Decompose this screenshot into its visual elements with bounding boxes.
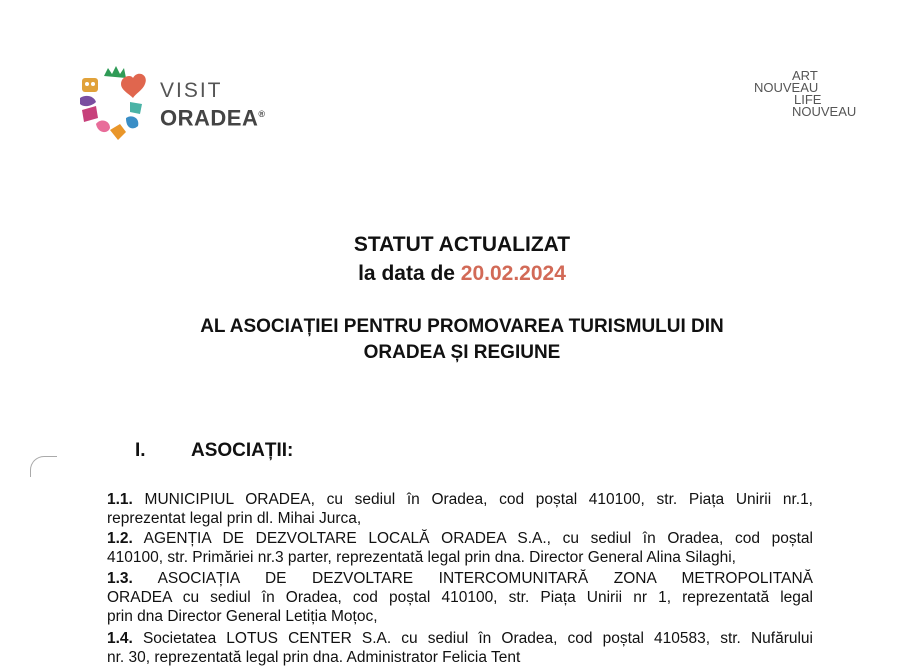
paragraph-line: reprezentat legal prin dl. Mihai Jurca, (107, 510, 362, 527)
paragraph-1-2 (107, 529, 813, 567)
section-heading (135, 440, 293, 462)
logo-right-line: ART (792, 68, 818, 83)
document-date-line: la data de 20.02.2024 (358, 262, 566, 285)
logo-oradea-text: ORADEA® (160, 105, 266, 131)
scan-corner-mark (30, 456, 57, 477)
paragraph-1-3 (107, 569, 813, 626)
paragraph-line: 1.2. AGENȚIA DE DEZVOLTARE LOCALĂ ORADEA S.A., cu sediul în Oradea, cod poștal (107, 530, 813, 547)
document-title: STATUT ACTUALIZAT (353, 233, 571, 256)
logo-right-line: NOUVEAU (792, 104, 857, 119)
document-date: 20.02.2024 (460, 262, 566, 285)
logo-right-line: LIFE (794, 92, 822, 107)
document-subtitle-line-2: ORADEA ȘI REGIUNE (363, 342, 561, 363)
visit-oradea-logo (78, 62, 278, 144)
paragraph-line: 1.3. ASOCIAȚIA DE DEZVOLTARE INTERCOMUNITARĂ ZONA METROPOLITANĂ (107, 570, 813, 587)
paragraph-line: prin dna Director General Letiția Moțoc, (107, 608, 378, 625)
paragraph-line: 1.4. Societatea LOTUS CENTER S.A. cu sediul în Oradea, cod poștal 410583, str. Nufărului (107, 630, 813, 647)
visit-oradea-emblem-icon (78, 62, 156, 144)
paragraph-line: nr. 30, reprezentată legal prin dna. Administrator Felicia Tent (107, 649, 521, 666)
paragraph-1-1 (107, 490, 813, 528)
paragraph-line: 1.1. MUNICIPIUL ORADEA, cu sediul în Oradea, cod poștal 410100, str. Piața Unirii nr.1, (107, 491, 813, 508)
art-nouveau-life-logo (752, 70, 864, 118)
paragraph-line: 410100, str. Primăriei nr.3 parter, reprezentată legal prin dna. Director General Alina Silaghi, (107, 549, 736, 566)
section-title: ASOCIAȚII: (191, 440, 294, 461)
logo-right-line: NOUVEAU (754, 80, 819, 95)
paragraph-1-4 (107, 629, 813, 667)
document-subtitle-line-1: AL ASOCIAȚIEI PENTRU PROMOVAREA TURISMULUI DIN (200, 316, 724, 337)
section-number: I. (135, 440, 146, 461)
logo-visit-text: VISIT (160, 79, 223, 102)
paragraph-line: ORADEA cu sediul în Oradea, cod poștal 410100, str. Piața Unirii nr 1, reprezentată legal (107, 589, 813, 606)
